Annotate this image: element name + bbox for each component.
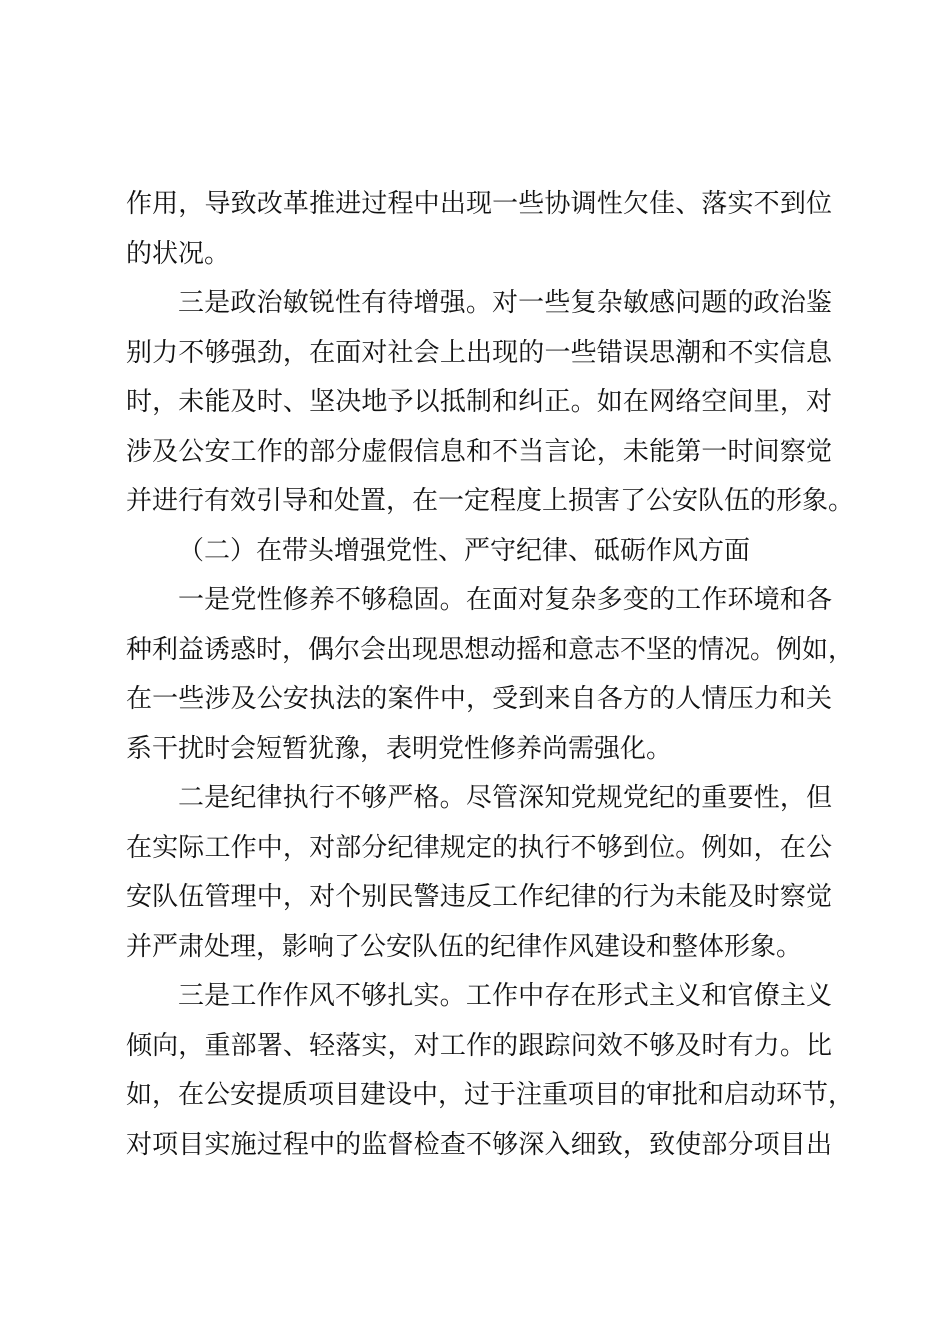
- text-line: 如，在公安提质项目建设中，过于注重项目的审批和启动环节，: [126, 1080, 855, 1110]
- paragraph-start-line: 二是纪律执行不够严格。尽管深知党规党纪的重要性，但: [178, 783, 832, 813]
- paragraph-start-line: 三是工作作风不够扎实。工作中存在形式主义和官僚主义: [178, 981, 832, 1011]
- text-line: 涉及公安工作的部分虚假信息和不当言论，未能第一时间察觉: [126, 436, 832, 467]
- text-line: 时，未能及时、坚决地予以抵制和纠正。如在网络空间里，对: [126, 387, 832, 417]
- text-line: 别力不够强劲，在面对社会上出现的一些错误思潮和不实信息: [126, 337, 832, 368]
- paragraph-start-line: 一是党性修养不够稳固。在面对复杂多变的工作环境和各: [178, 585, 832, 615]
- text-line: 并严肃处理，影响了公安队伍的纪律作风建设和整体形象。: [126, 931, 803, 962]
- text-line: 在一些涉及公安执法的案件中，受到来自各方的人情压力和关: [126, 684, 832, 714]
- text-line: 倾向，重部署、轻落实，对工作的跟踪问效不够及时有力。比: [126, 1030, 832, 1061]
- section-heading: （二）在带头增强党性、严守纪律、砥砺作风方面: [178, 535, 751, 566]
- text-line: 作用，导致改革推进过程中出现一些协调性欠佳、落实不到位: [126, 189, 832, 219]
- text-line: 的状况。: [126, 238, 231, 269]
- text-line: 对项目实施过程中的监督检查不够深入细致，致使部分项目出: [126, 1129, 832, 1160]
- text-line: 系干扰时会短暂犹豫，表明党性修养尚需强化。: [126, 733, 673, 764]
- paragraph-start-line: 三是政治敏锐性有待增强。对一些复杂敏感问题的政治鉴: [178, 288, 832, 318]
- text-line: 并进行有效引导和处置，在一定程度上损害了公安队伍的形象。: [126, 486, 855, 516]
- text-line: 安队伍管理中，对个别民警违反工作纪律的行为未能及时察觉: [126, 882, 832, 912]
- text-line: 种利益诱惑时，偶尔会出现思想动摇和意志不坚的情况。例如，: [126, 634, 855, 665]
- text-line: 在实际工作中，对部分纪律规定的执行不够到位。例如，在公: [126, 832, 832, 863]
- document-body: [126, 180, 855, 1170]
